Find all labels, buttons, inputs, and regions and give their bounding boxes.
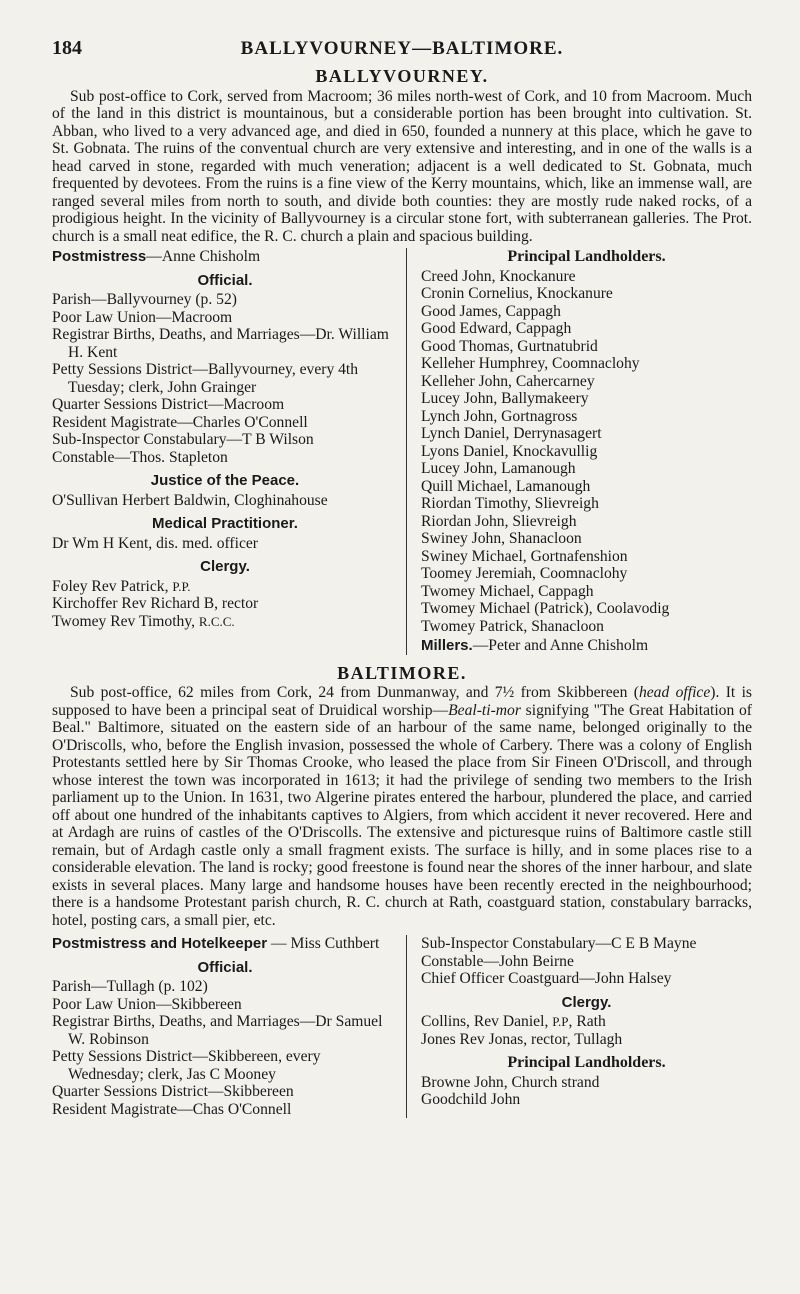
clergy-entry [52,578,398,596]
landholder-entry: Goodchild John [421,1091,521,1108]
running-title: BALLYVOURNEY—BALTIMORE. [240,38,564,59]
baltimore-postmistress [52,935,398,953]
official-entry: Parish—Tullagh (p. 102) [52,978,208,995]
clergy-title: P.P [552,1014,569,1029]
description-part: signifying "The Great Habitation of Beal." Baltimore, situated on the eastern side of an harbour of the same name, belonged originally to the O'Driscolls, who, before the English invasion, possessed the whole of Carbery. There was a colony of English Protestants settled here by Sir Thomas Crooke, who leased the place from Sir Fineen O'Driscoll, and through whose interest the town was incorporated in 1613; it had the privilege of sending two members to the Irish parliament up to the Union. In 1631, two Algerine pirates entered the harbour, plundered the place, and carried off about one hundred of the inhabitants captives to Algiers, from which accident it never recovered. Here and at Ardagh are ruins of castles of the O'Driscolls. The extensive and picturesque ruins of Baltimore castle still remain, but of Ardagh castle only a small fragment exists. The surface is hilly, and in some places rise to a considerable elevation. The land is rocky; good freestone is found near the shores of the inner harbour, and slate exists in several places. Many large and handsome houses have been recently erected in the neighbourhood; there is a handsome Protestant parish church, R. C. church at Rath, coastguard station, constabulary barracks, hotel, posting cars, a small pier, etc. [52,701,752,929]
clergy-name: Twomey Rev Timothy, [52,612,199,630]
official-entry: Petty Sessions District—Skibbereen, every Wednesday; clerk, Jas C Mooney [52,1048,321,1083]
official-entry: Resident Magistrate—Charles O'Connell [52,413,308,431]
landholder-entry: Toomey Jeremiah, Coomnaclohy [421,565,628,582]
description-part: Sub post-office, 62 miles from Cork, 24 from Dunmanway, and 7½ from Skibbereen ( [70,684,639,701]
official-entry: Chief Officer Coastguard—John Halsey [421,970,672,987]
ballyvourney-official-heading: Official. [197,271,253,289]
ballyvourney-columns [52,248,752,655]
landholder-entry: Lynch John, Gortnagross [421,407,578,425]
landholder-entry: Good James, Cappagh [421,302,561,320]
clergy-name: Kirchoffer Rev Richard B, rector [52,595,259,612]
millers-names: —Peter and Anne Chisholm [472,637,649,654]
ballyvourney-left-column [52,248,407,655]
landholder-entry: Browne John, Church strand [421,1073,600,1091]
official-entry: Sub-Inspector Constabulary—C E B Mayne [421,935,697,952]
baltimore-left-column [52,935,407,1118]
medical-entry: Dr Wm H Kent, dis. med. officer [52,534,258,552]
landholder-entry: Quill Michael, Lamanough [421,477,591,495]
baltimore-columns [52,935,752,1118]
justice-heading: Justice of the Peace. [150,472,300,489]
landholder-entry: Lucey John, Lamanough [421,460,576,477]
ballyvourney-heading: BALLYVOURNEY. [315,66,489,86]
landholder-entry: Swiney Michael, Gortnafenshion [421,547,628,565]
official-entry: Poor Law Union—Skibbereen [52,995,242,1013]
official-entry: Constable—Thos. Stapleton [52,448,228,466]
medical-heading: Medical Practitioner. [152,515,298,532]
clergy-place: , Rath [568,1013,606,1030]
postmistress-name: — Miss Cuthbert [267,935,380,952]
ballyvourney-landholders-heading: Principal Landholders. [507,248,666,265]
description-italic: head office [638,684,711,701]
landholder-entry: Good Thomas, Gurtnatubrid [421,337,598,355]
official-entry: Constable—John Beirne [421,952,574,970]
justice-entry: O'Sullivan Herbert Baldwin, Cloghinahouse [52,491,328,509]
clergy-name: Collins, Rev Daniel, [421,1013,553,1030]
landholder-entry: Lucey John, Ballymakeery [421,390,589,407]
landholder-entry: Lyons Daniel, Knockavullig [421,442,598,460]
official-entry: Quarter Sessions District—Macroom [52,396,285,413]
clergy-entry: Jones Rev Jonas, rector, Tullagh [421,1030,623,1048]
landholder-entry: Swiney John, Shanacloon [421,530,582,547]
landholder-entry: Twomey Patrick, Shanacloon [421,617,604,635]
clergy-title: R.C.C. [198,613,235,629]
clergy-name: Foley Rev Patrick, [52,577,173,595]
ballyvourney-postmistress [52,248,398,266]
landholder-entry: Riordan Timothy, Slievreigh [421,495,599,512]
ballyvourney-description: Sub post-office to Cork, served from Macroom; 36 miles north-west of Cork, and 10 from Macroom. Much of the land in this district is mountainous, but a considerable portion has been brought into cultivation. St. Abban, who lived to a very advanced age, and died in 650, founded a nunnery at this place, which he gave to St. Gobnata. The ruins of the conventual church are very extensive and interesting, and in one of the walls is a head carved in stone, regarded with much veneration; adjacent is a well dedicated to St. Gobnata, much frequented by devotees. From the ruins is a fine view of the Kerry mountains, which, like an immense wall, are ranged several miles from north to south, and divide both counties: they are mostly rude naked rocks, of a prodigious height. In the vicinity of Ballyvourney is a circular stone fort, with subterranean galleries. The Prot. church is a small neat edifice, the R. C. church a plain and spacious building. [52,87,752,245]
baltimore-heading: BALTIMORE. [337,662,467,683]
landholder-entry: Lynch Daniel, Derrynasagert [421,425,602,442]
official-entry: Resident Magistrate—Chas O'Connell [52,1100,292,1118]
landholder-entry: Creed John, Knockanure [421,267,576,285]
postmistress-label: Postmistress [52,248,147,265]
landholder-entry: Cronin Cornelius, Knockanure [421,285,613,302]
description-part: ). It is supposed to have been a principal seat of Druidical worship— [52,684,752,719]
official-entry: Quarter Sessions District—Skibbereen [52,1083,294,1100]
landholder-entry: Riordan John, Slievreigh [421,512,577,530]
official-entry: Poor Law Union—Macroom [52,308,233,326]
description-italic: Beal-ti-mor [448,701,521,719]
landholder-entry: Good Edward, Cappagh [421,320,572,337]
millers-entry [421,637,752,655]
ballyvourney-section [52,68,752,655]
millers-label: Millers. [421,637,473,654]
postmistress-name: —Anne Chisholm [146,248,261,265]
clergy-entry [52,613,398,631]
clergy-entry [52,595,398,613]
baltimore-clergy-heading: Clergy. [561,993,612,1011]
official-entry: Sub-Inspector Constabulary—T B Wilson [52,431,314,448]
official-entry: Petty Sessions District—Ballyvourney, every 4th Tuesday; clerk, John Grainger [52,361,359,396]
official-entry: Parish—Ballyvourney (p. 52) [52,291,237,308]
baltimore-right-column [407,935,752,1118]
baltimore-official-heading: Official. [197,958,253,976]
baltimore-section [52,662,752,1119]
landholder-entry: Kelleher John, Cahercarney [421,372,595,390]
ballyvourney-clergy-heading: Clergy. [200,558,250,575]
official-entry: Registrar Births, Deaths, and Marriages—Dr Samuel W. Robinson [52,1013,383,1048]
clergy-entry [421,1013,752,1031]
postmistress-label: Postmistress and Hotelkeeper [52,935,268,952]
clergy-title: P.P. [172,578,191,594]
page-number: 184 [52,37,82,59]
landholder-entry: Twomey Michael, Cappagh [421,582,594,600]
ballyvourney-right-column [407,248,752,655]
baltimore-description [52,684,752,929]
running-header [52,36,752,60]
landholder-entry: Twomey Michael (Patrick), Coolavodig [421,600,670,617]
baltimore-landholders-heading: Principal Landholders. [507,1054,666,1071]
landholder-entry: Kelleher Humphrey, Coomnaclohy [421,355,640,372]
official-entry: Registrar Births, Deaths, and Marriages—Dr. William H. Kent [52,326,389,361]
